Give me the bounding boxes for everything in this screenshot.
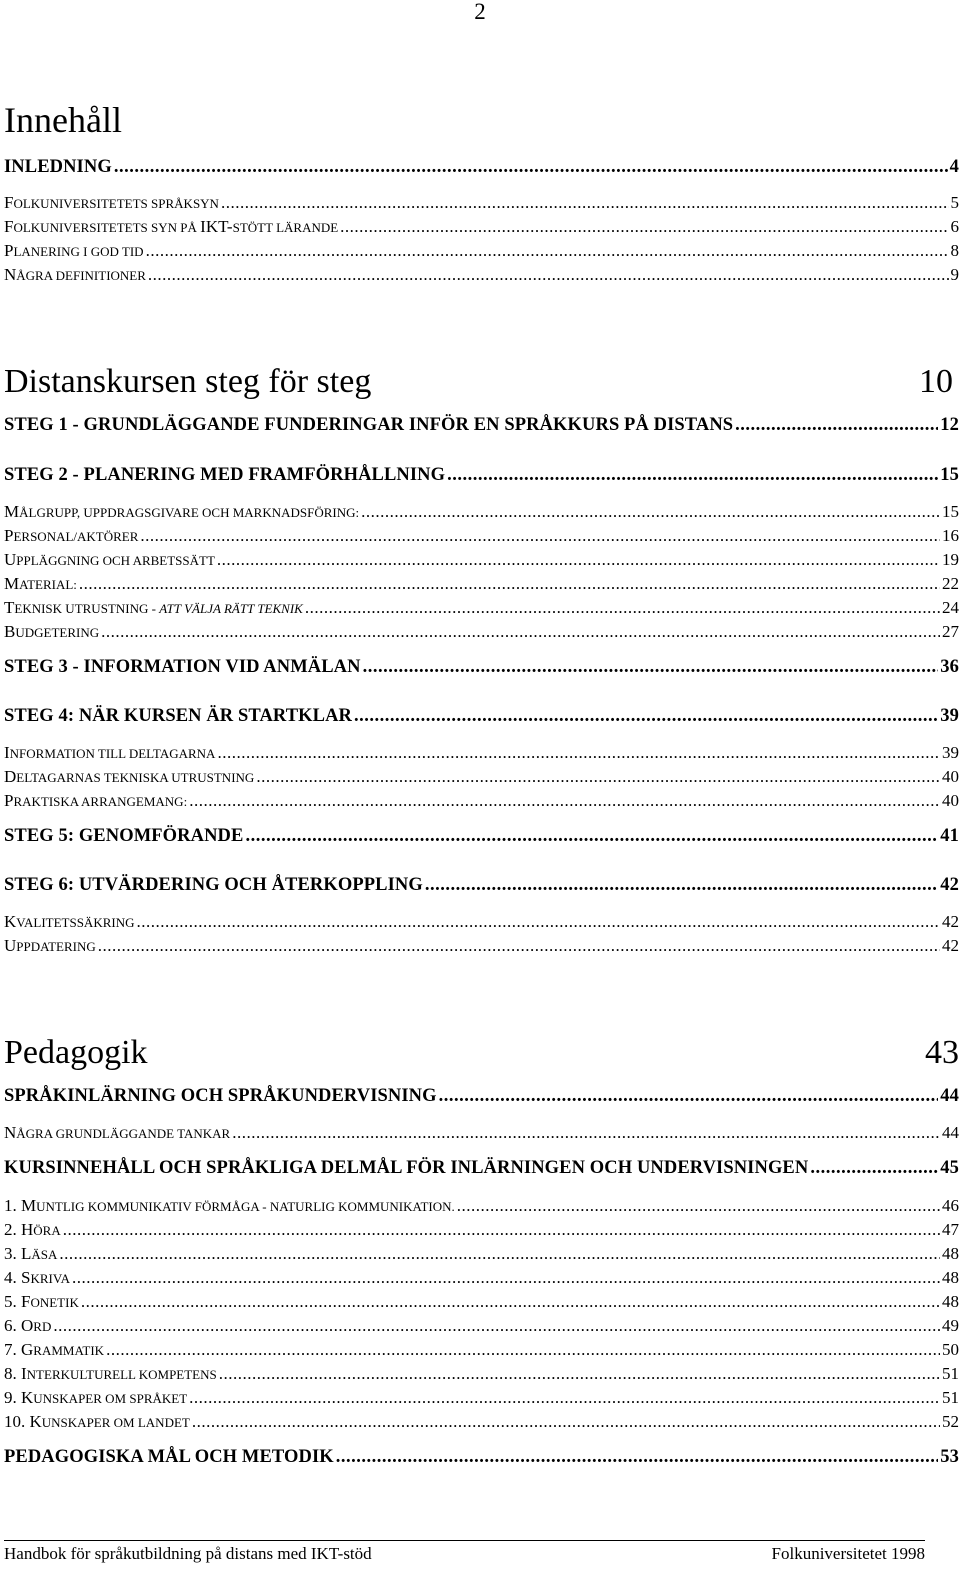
toc-entry-kurs-9[interactable] [4,1387,959,1410]
toc-entry-steg1[interactable] [4,414,959,436]
toc-entry-label: 3. LÄSA [4,1244,58,1263]
toc-dot-leader [447,464,938,486]
toc-entry-steg4[interactable] [4,705,959,727]
toc-dot-leader [245,825,938,847]
toc-dot-leader [810,1157,938,1179]
toc-dot-leader [457,1195,940,1217]
footer-right: Folkuniversitetet 1998 [771,1544,925,1563]
toc-dot-leader [189,1387,940,1409]
toc-entry-label: STEG 2 - PLANERING MED FRAMFÖRHÅLLNING [4,465,446,485]
toc-entry-page: 42 [942,912,959,931]
toc-dot-leader [735,414,938,436]
toc-entry-page: 36 [940,657,959,677]
toc-entry-grundlaggande-tankar[interactable] [4,1122,959,1145]
toc-entry-page: 50 [942,1340,959,1359]
toc-entry-budgetering[interactable] [4,621,959,644]
toc-entry-page: 9 [950,265,959,284]
toc-dot-leader [232,1122,940,1144]
toc-entry-label: PLANERING I GOD TID [4,241,144,260]
page-number: 2 [474,0,486,24]
toc-dot-leader [146,240,949,262]
toc-entry-planering[interactable] [4,240,959,263]
footer-left: Handbok för språkutbildning på distans med IKT-stöd [4,1544,372,1563]
toc-dot-leader [363,656,939,678]
toc-entry-praktiska[interactable] [4,790,959,813]
toc-dot-leader [114,156,948,178]
toc-dot-leader [354,705,938,727]
toc-entry-kurs-8[interactable] [4,1363,959,1386]
toc-entry-label: STEG 1 - GRUNDLÄGGANDE FUNDERINGAR INFÖR EN SPRÅKKURS PÅ DISTANS [4,415,734,435]
toc-dot-leader [217,549,940,571]
toc-entry-label: MÅLGRUPP, UPPDRAGSGIVARE OCH MARKNADSFÖRING: [4,502,360,521]
toc-entry-label: 6. ORD [4,1316,52,1335]
toc-entry-label: 7. GRAMMATIK [4,1340,105,1359]
toc-entry-page: 24 [942,598,959,617]
toc-entry-teknisk-utrustning[interactable] [4,597,959,620]
toc-dot-leader [361,501,940,523]
toc-entry-page: 44 [940,1086,959,1106]
toc-dot-leader [53,1315,940,1337]
toc-dot-leader [59,1243,940,1265]
toc-entry-label: FOLKUNIVERSITETETS SYN PÅ IKT-STÖTT LÄRANDE [4,217,339,236]
toc-entry-label: 5. FONETIK [4,1292,79,1311]
toc-entry-material[interactable] [4,573,959,596]
toc-entry-page: 22 [942,574,959,593]
toc-entry-kurs-5[interactable] [4,1291,959,1314]
toc-entry-label: 4. SKRIVA [4,1268,70,1287]
toc-entry-kursinnehall[interactable] [4,1157,959,1179]
toc-entry-page: 39 [940,706,959,726]
toc-entry-page: 6 [950,217,959,236]
toc-dot-leader [98,935,940,957]
toc-entry-page: 41 [940,826,959,846]
toc-entry-kurs-2[interactable] [4,1219,959,1242]
toc-entry-label: 1. MUNTLIG KOMMUNIKATIV FÖRMÅGA - NATURLIG KOMMUNIKATION. [4,1196,455,1215]
toc-entry-label: TEKNISK UTRUSTNING - ATT VÄLJA RÄTT TEKNIK [4,598,303,617]
toc-part-distanskursen[interactable] [4,362,959,402]
toc-part-title: Pedagogik [4,1034,148,1071]
toc-entry-page: 42 [942,936,959,955]
toc-entry-label: UPPLÄGGNING OCH ARBETSSÄTT [4,550,215,569]
toc-dot-leader [101,621,940,643]
toc-entry-page: 44 [942,1123,959,1142]
toc-entry-label: STEG 4: NÄR KURSEN ÄR STARTKLAR [4,706,353,726]
toc-entry-label: INFORMATION TILL DELTAGARNA [4,743,216,762]
toc-entry-label: KURSINNEHÅLL OCH SPRÅKLIGA DELMÅL FÖR INLÄRNINGEN OCH UNDERVISNINGEN [4,1158,809,1178]
toc-entry-page: 49 [942,1316,959,1335]
toc-entry-page: 48 [942,1244,959,1263]
toc-entry-page: 51 [942,1388,959,1407]
toc-entry-label: 10. KUNSKAPER OM LANDET [4,1412,190,1431]
toc-dot-leader [72,1267,940,1289]
toc-entry-definitioner[interactable] [4,264,959,287]
page-footer [4,1540,925,1565]
toc-entry-label: PRAKTISKA ARRANGEMANG: [4,791,188,810]
toc-entry-page: 16 [942,526,959,545]
toc-entry-label: 2. HÖRA [4,1220,61,1239]
toc-entry-kurs-7[interactable] [4,1339,959,1362]
toc-entry-kurs-3[interactable] [4,1243,959,1266]
toc-entry-label: MATERIAL: [4,574,77,593]
toc-entry-steg2[interactable] [4,464,959,486]
toc-entry-sprak-syn[interactable] [4,192,959,215]
toc-entry-label: STEG 5: GENOMFÖRANDE [4,826,244,846]
toc-entry-label: DELTAGARNAS TEKNISKA UTRUSTNING [4,767,255,786]
toc-entry-uppdatering[interactable] [4,935,959,958]
toc-entry-page: 5 [950,193,959,212]
toc-entry-sprakinlarning[interactable] [4,1085,959,1107]
toc-entry-page: 48 [942,1268,959,1287]
toc-dot-leader [305,597,940,619]
toc-dot-leader [217,742,940,764]
toc-entry-page: 4 [949,157,959,177]
table-of-contents [4,0,959,1520]
toc-entry-deltagarnas-utrustning[interactable] [4,766,959,789]
toc-dot-leader [148,264,949,286]
toc-entry-steg3[interactable] [4,656,959,678]
toc-dot-leader [192,1411,940,1433]
toc-entry-kurs-1[interactable] [4,1195,959,1218]
toc-part-pedagogik[interactable] [4,1033,959,1073]
toc-dot-leader [256,766,940,788]
toc-entry-label: STEG 6: UTVÄRDERING OCH ÅTERKOPPLING [4,875,423,895]
toc-entry-page: 42 [940,875,959,895]
toc-entry-page: 45 [940,1158,959,1178]
toc-entry-label: PEDAGOGISKA MÅL OCH METODIK [4,1447,334,1467]
toc-entry-kurs-4[interactable] [4,1267,959,1290]
toc-entry-page: 39 [942,743,959,762]
toc-dot-leader [189,790,940,812]
toc-entry-label: 9. KUNSKAPER OM SPRÅKET [4,1388,188,1407]
toc-dot-leader [79,573,940,595]
toc-entry-page: 15 [942,502,959,521]
toc-entry-personal[interactable] [4,525,959,548]
toc-entry-page: 53 [940,1447,959,1467]
toc-entry-page: 51 [942,1364,959,1383]
toc-entry-label: PERSONAL/AKTÖRER [4,526,139,545]
toc-entry-label: SPRÅKINLÄRNING OCH SPRÅKUNDERVISNING [4,1086,437,1106]
toc-dot-leader [63,1219,940,1241]
toc-entry-page: 40 [942,767,959,786]
toc-entry-page: 27 [942,622,959,641]
toc-entry-pedagogiska-mal[interactable] [4,1446,959,1468]
toc-entry-page: 19 [942,550,959,569]
toc-entry-information-deltagarna[interactable] [4,742,959,765]
toc-entry-label: NÅGRA DEFINITIONER [4,265,146,284]
toc-entry-label: NÅGRA GRUNDLÄGGANDE TANKAR [4,1123,231,1142]
toc-part-page: 10 [919,363,953,400]
toc-dot-leader [439,1085,939,1107]
toc-entry-kurs-10[interactable] [4,1411,959,1434]
toc-entry-steg5[interactable] [4,825,959,847]
toc-entry-label: FOLKUNIVERSITETETS SPRÅKSYN [4,193,219,212]
toc-dot-leader [425,874,938,896]
toc-entry-label: UPPDATERING [4,936,96,955]
toc-entry-page: 15 [940,465,959,485]
toc-entry-label: STEG 3 - INFORMATION VID ANMÄLAN [4,657,361,677]
toc-entry-page: 47 [942,1220,959,1239]
toc-dot-leader [137,911,941,933]
toc-entry-label: BUDGETERING [4,622,100,641]
toc-dot-leader [221,192,949,214]
toc-dot-leader [140,525,940,547]
toc-entry-page: 40 [942,791,959,810]
toc-dot-leader [336,1446,939,1468]
toc-entry-kvalitetssakring[interactable] [4,911,959,934]
toc-entry-page: 52 [942,1412,959,1431]
toc-title-text: Innehåll [4,100,122,140]
toc-dot-leader [81,1291,940,1313]
toc-part-page: 43 [925,1034,959,1071]
toc-entry-ikt-syn[interactable] [4,216,959,239]
toc-entry-inledning[interactable] [4,156,959,178]
toc-part-title: Distanskursen steg för steg [4,363,372,400]
toc-entry-kurs-6[interactable] [4,1315,959,1338]
toc-entry-upplaggning[interactable] [4,549,959,572]
toc-entry-page: 46 [942,1196,959,1215]
toc-entry-page: 8 [950,241,959,260]
toc-dot-leader [106,1339,940,1361]
toc-entry-steg6[interactable] [4,874,959,896]
toc-dot-leader [219,1363,940,1385]
toc-entry-label: INLEDNING [4,157,112,177]
toc-entry-label: KVALITETSSÄKRING [4,912,135,931]
toc-entry-page: 12 [940,415,959,435]
toc-title [4,100,959,140]
toc-entry-label: 8. INTERKULTURELL KOMPETENS [4,1364,217,1383]
toc-entry-page: 48 [942,1292,959,1311]
toc-dot-leader [340,216,948,238]
toc-entry-malgrupp[interactable] [4,501,959,524]
